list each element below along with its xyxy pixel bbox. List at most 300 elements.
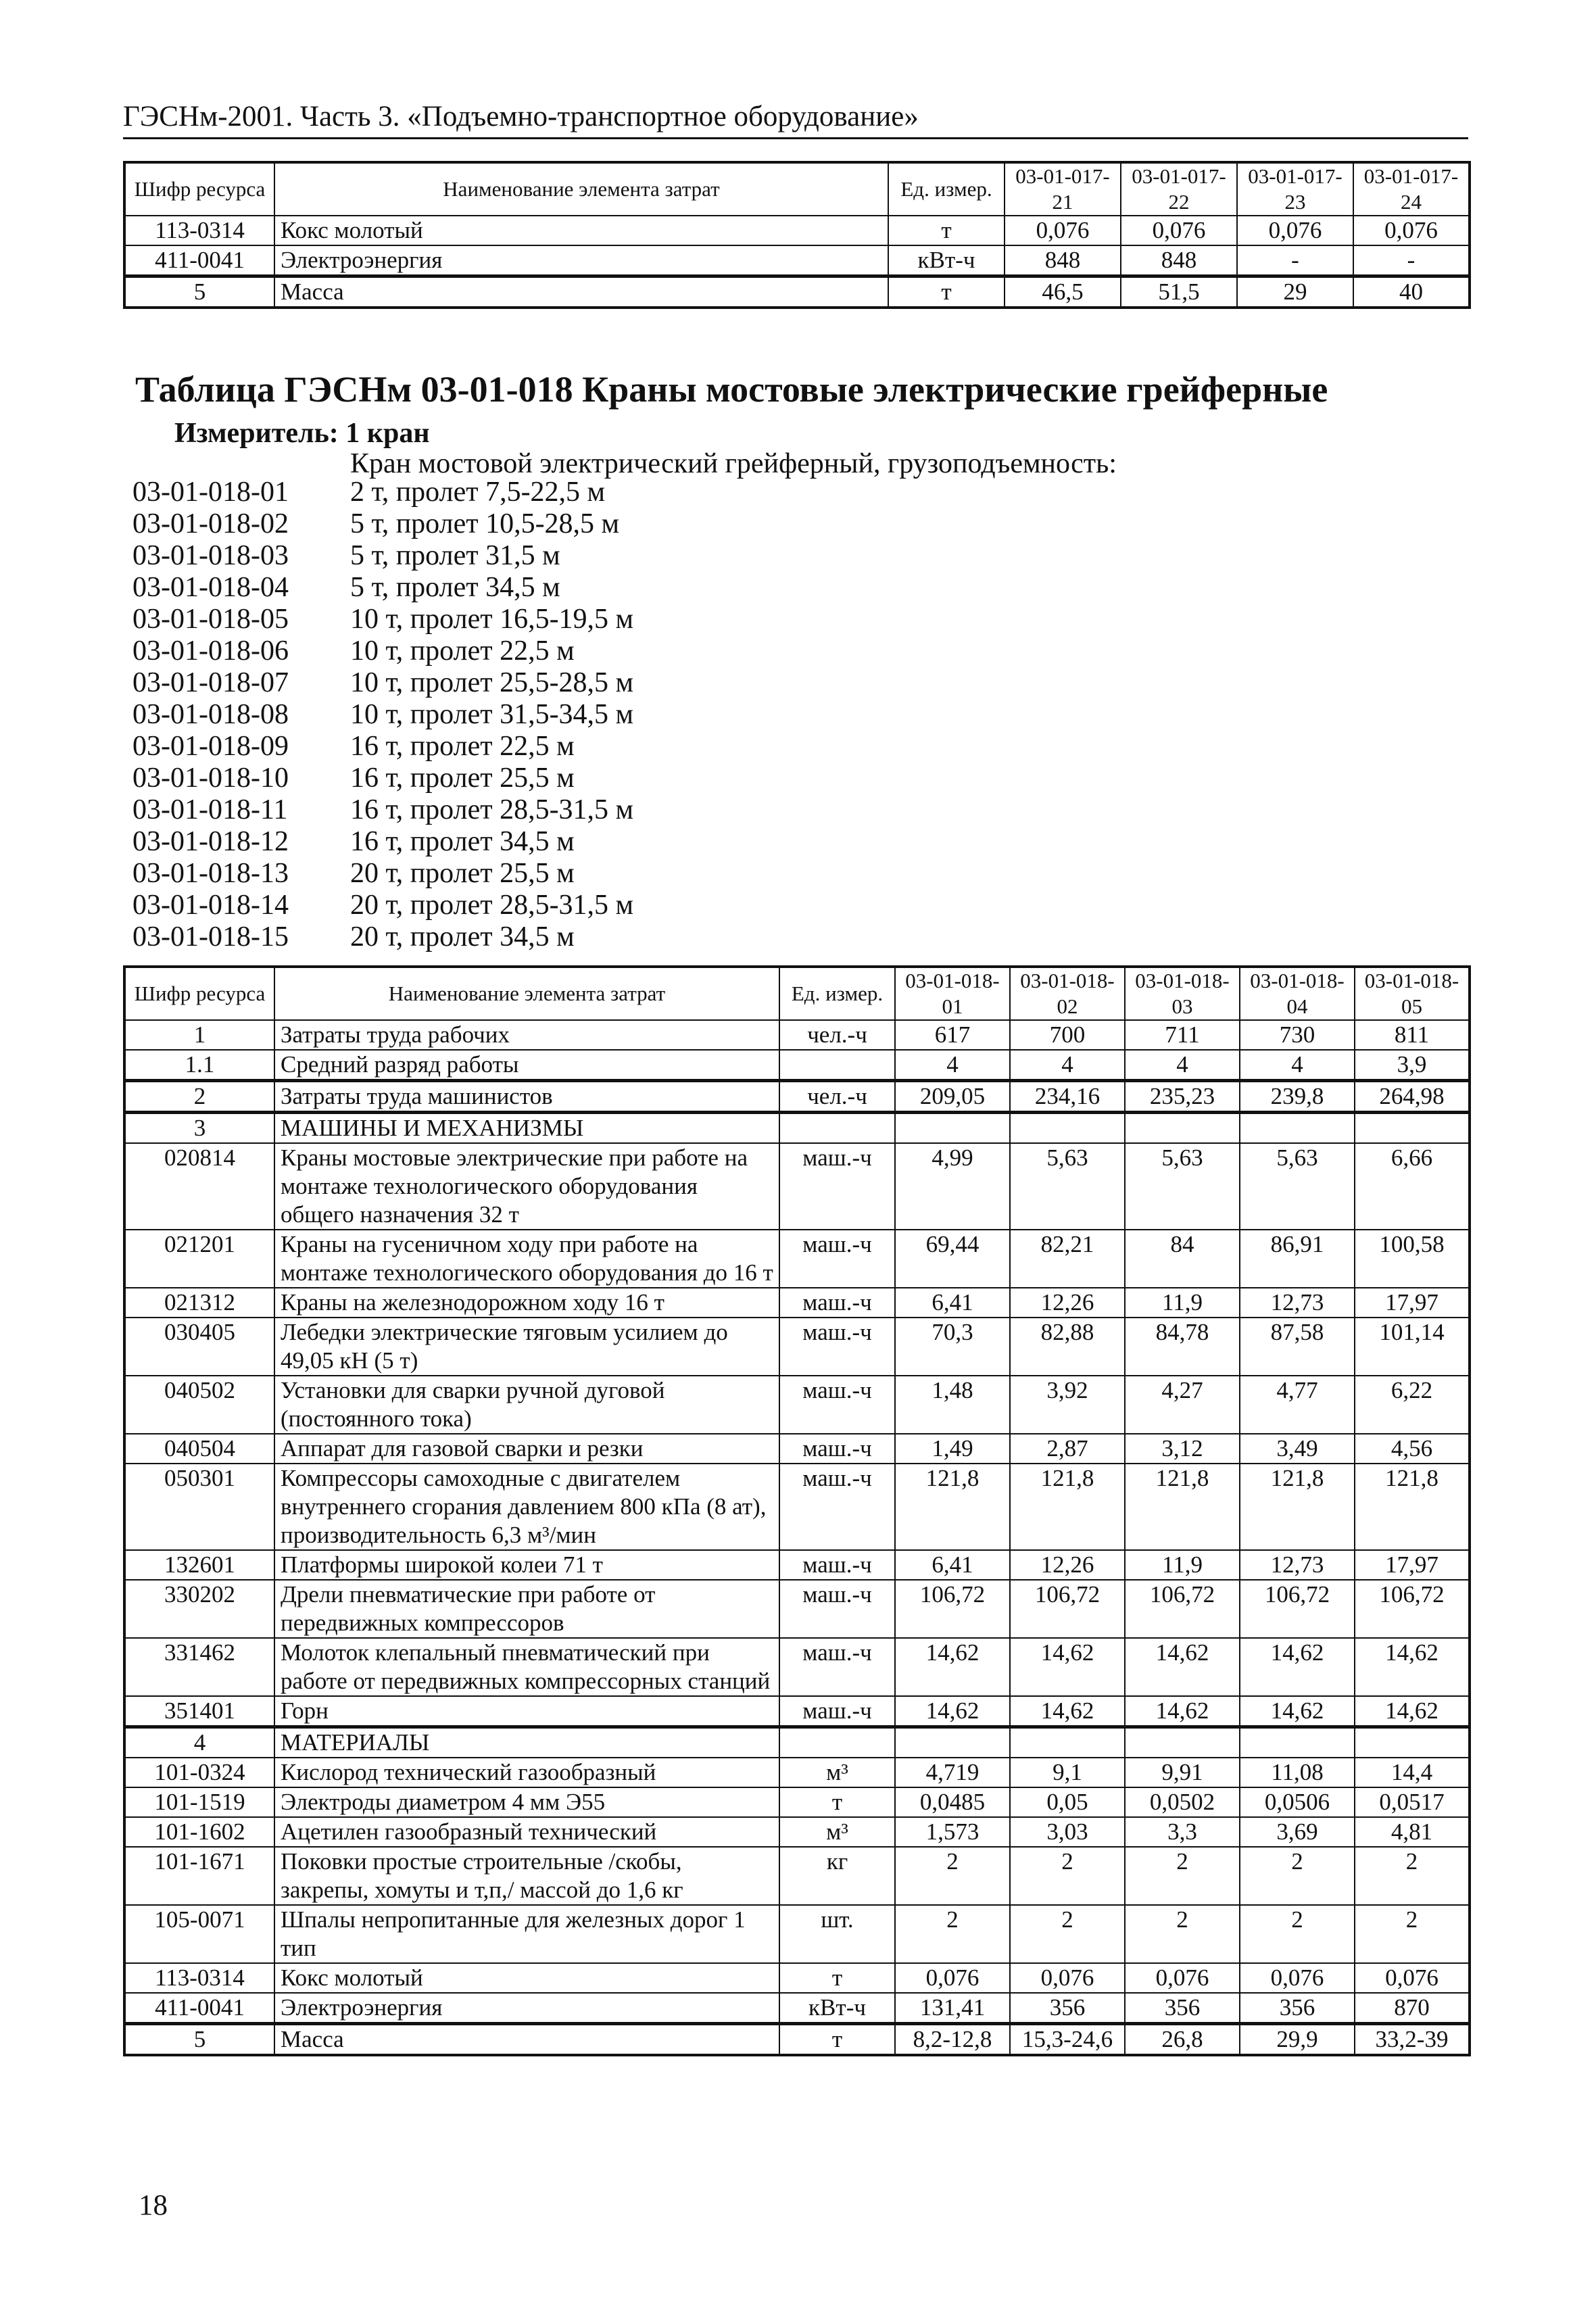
- cost-element-cell: Кокс молотый: [274, 216, 888, 245]
- norm-description: 5 т, пролет 34,5 м: [350, 572, 560, 603]
- value-cell: 811: [1355, 1020, 1470, 1050]
- unit-cell: т: [779, 1787, 895, 1817]
- column-header: 03-01-017-24: [1353, 162, 1470, 216]
- norm-code: 03-01-018-14: [132, 890, 289, 921]
- value-cell: 12,73: [1240, 1288, 1355, 1318]
- value-cell: 0,076: [1010, 1963, 1125, 1993]
- code-list-item: [132, 858, 633, 890]
- value-cell: 5,63: [1125, 1143, 1240, 1230]
- cost-element-cell: МАТЕРИАЛЫ: [274, 1727, 779, 1758]
- unit-cell: т: [779, 2024, 895, 2056]
- value-cell: 0,0506: [1240, 1787, 1355, 1817]
- table-row: [124, 276, 1470, 308]
- value-cell: [895, 1727, 1010, 1758]
- resource-code-cell: 351401: [124, 1696, 274, 1727]
- value-cell: 356: [1010, 1993, 1125, 2024]
- table-row: [124, 1993, 1470, 2024]
- value-cell: 2,87: [1010, 1434, 1125, 1464]
- resource-code-cell: 132601: [124, 1550, 274, 1580]
- cost-element-cell: МАШИНЫ И МЕХАНИЗМЫ: [274, 1113, 779, 1144]
- table-title: Таблица ГЭСНм 03-01-018 Краны мостовые электрические грейферные: [135, 369, 1328, 410]
- norm-code: 03-01-018-02: [132, 508, 289, 539]
- cost-element-cell: Кислород технический газообразный: [274, 1758, 779, 1787]
- value-cell: 14,62: [1010, 1696, 1125, 1727]
- norm-description: 5 т, пролет 31,5 м: [350, 540, 560, 571]
- value-cell: 356: [1240, 1993, 1355, 2024]
- cost-element-cell: Горн: [274, 1696, 779, 1727]
- value-cell: 26,8: [1125, 2024, 1240, 2056]
- norm-description: 2 т, пролет 7,5-22,5 м: [350, 477, 606, 508]
- value-cell: 69,44: [895, 1230, 1010, 1288]
- value-cell: 4: [1240, 1050, 1355, 1081]
- table-row: [124, 1638, 1470, 1696]
- value-cell: [1240, 1727, 1355, 1758]
- table-row: [124, 1727, 1470, 1758]
- value-cell: [1355, 1113, 1470, 1144]
- value-cell: 4,719: [895, 1758, 1010, 1787]
- column-header: Наименование элемента затрат: [274, 162, 888, 216]
- value-cell: 106,72: [1125, 1580, 1240, 1638]
- norm-description: 16 т, пролет 22,5 м: [350, 731, 575, 762]
- value-cell: 121,8: [1355, 1464, 1470, 1550]
- value-cell: 121,8: [1010, 1464, 1125, 1550]
- resource-code-cell: 113-0314: [124, 1963, 274, 1993]
- code-list-item: [132, 477, 633, 508]
- value-cell: 106,72: [895, 1580, 1010, 1638]
- value-cell: 86,91: [1240, 1230, 1355, 1288]
- value-cell: 3,69: [1240, 1817, 1355, 1847]
- code-list-item: [132, 699, 633, 731]
- cost-element-cell: Молоток клепальный пневматический при работе от передвижных компрессорных станций: [274, 1638, 779, 1696]
- norm-code: 03-01-018-13: [132, 858, 289, 889]
- table-row: [124, 1963, 1470, 1993]
- resource-code-cell: 4: [124, 1727, 274, 1758]
- table-row: [124, 1050, 1470, 1081]
- value-cell: 3,3: [1125, 1817, 1240, 1847]
- value-cell: 2: [1010, 1847, 1125, 1905]
- value-cell: 14,62: [1010, 1638, 1125, 1696]
- norm-description: 5 т, пролет 10,5-28,5 м: [350, 508, 620, 539]
- unit-cell: маш.-ч: [779, 1550, 895, 1580]
- cost-element-cell: Затраты труда рабочих: [274, 1020, 779, 1050]
- column-header: 03-01-018-05: [1355, 967, 1470, 1020]
- unit-cell: [779, 1113, 895, 1144]
- value-cell: 3,12: [1125, 1434, 1240, 1464]
- table-row: [124, 1143, 1470, 1230]
- resource-code-cell: 411-0041: [124, 245, 274, 276]
- table-1803: [123, 965, 1471, 2056]
- resource-code-cell: 331462: [124, 1638, 274, 1696]
- value-cell: 121,8: [1125, 1464, 1240, 1550]
- value-cell: 4: [895, 1050, 1010, 1081]
- value-cell: 5,63: [1240, 1143, 1355, 1230]
- norm-description: 10 т, пролет 31,5-34,5 м: [350, 699, 634, 730]
- value-cell: 12,73: [1240, 1550, 1355, 1580]
- value-cell: [1010, 1727, 1125, 1758]
- cost-element-cell: Электроэнергия: [274, 1993, 779, 2024]
- table-row: [124, 1696, 1470, 1727]
- code-list-item: [132, 921, 633, 953]
- cost-element-cell: Электроды диаметром 4 мм Э55: [274, 1787, 779, 1817]
- norm-description: 16 т, пролет 28,5-31,5 м: [350, 794, 634, 825]
- column-header: 03-01-018-03: [1125, 967, 1240, 1020]
- value-cell: 14,62: [1240, 1638, 1355, 1696]
- resource-code-cell: 020814: [124, 1143, 274, 1230]
- table-row: [124, 1817, 1470, 1847]
- column-header: 03-01-017-21: [1005, 162, 1121, 216]
- value-cell: 4,56: [1355, 1434, 1470, 1464]
- table-1703: [123, 161, 1471, 309]
- unit-cell: м³: [779, 1758, 895, 1787]
- resource-code-cell: 021312: [124, 1288, 274, 1318]
- norm-description: 10 т, пролет 22,5 м: [350, 635, 575, 667]
- value-cell: 0,0517: [1355, 1787, 1470, 1817]
- cost-element-cell: Затраты труда машинистов: [274, 1081, 779, 1113]
- value-cell: 14,62: [1125, 1638, 1240, 1696]
- cost-element-cell: Поковки простые строительные /скобы, закрепы, хомуты и т,п,/ массой до 1,6 кг: [274, 1847, 779, 1905]
- column-header: 03-01-018-04: [1240, 967, 1355, 1020]
- value-cell: 17,97: [1355, 1288, 1470, 1318]
- value-cell: 106,72: [1240, 1580, 1355, 1638]
- column-header: Шифр ресурса: [124, 967, 274, 1020]
- table-row: [124, 1081, 1470, 1113]
- value-cell: 0,076: [1121, 216, 1237, 245]
- value-cell: 0,076: [1353, 216, 1470, 245]
- resource-code-cell: 101-0324: [124, 1758, 274, 1787]
- resource-code-cell: 050301: [124, 1464, 274, 1550]
- value-cell: 0,076: [1355, 1963, 1470, 1993]
- value-cell: 8,2-12,8: [895, 2024, 1010, 2056]
- value-cell: 0,076: [895, 1963, 1010, 1993]
- value-cell: 0,0485: [895, 1787, 1010, 1817]
- resource-code-cell: 101-1519: [124, 1787, 274, 1817]
- value-cell: 121,8: [1240, 1464, 1355, 1550]
- value-cell: 3,9: [1355, 1050, 1470, 1081]
- value-cell: 0,076: [1125, 1963, 1240, 1993]
- norm-description: 20 т, пролет 34,5 м: [350, 921, 575, 952]
- value-cell: 235,23: [1125, 1081, 1240, 1113]
- value-cell: 3,03: [1010, 1817, 1125, 1847]
- value-cell: 29: [1237, 276, 1353, 308]
- value-cell: 2: [1355, 1905, 1470, 1963]
- norm-description: 20 т, пролет 28,5-31,5 м: [350, 890, 634, 921]
- resource-code-cell: 040502: [124, 1376, 274, 1434]
- norm-code: 03-01-018-15: [132, 921, 289, 952]
- value-cell: 6,41: [895, 1550, 1010, 1580]
- unit-cell: шт.: [779, 1905, 895, 1963]
- value-cell: 6,66: [1355, 1143, 1470, 1230]
- norm-code: 03-01-018-06: [132, 635, 289, 667]
- value-cell: 617: [895, 1020, 1010, 1050]
- table-row: [124, 1787, 1470, 1817]
- unit-cell: маш.-ч: [779, 1230, 895, 1288]
- cost-element-cell: Лебедки электрические тяговым усилием до 49,05 кН (5 т): [274, 1318, 779, 1376]
- value-cell: 15,3-24,6: [1010, 2024, 1125, 2056]
- crane-intro: Кран мостовой электрический грейферный, грузоподъемность:: [350, 448, 1117, 479]
- value-cell: 14,4: [1355, 1758, 1470, 1787]
- value-cell: 848: [1121, 245, 1237, 276]
- column-header: 03-01-017-23: [1237, 162, 1353, 216]
- value-cell: 4,99: [895, 1143, 1010, 1230]
- norm-code: 03-01-018-01: [132, 477, 289, 508]
- table-row: [124, 1580, 1470, 1638]
- column-header: 03-01-018-01: [895, 967, 1010, 1020]
- value-cell: [1240, 1113, 1355, 1144]
- code-list-item: [132, 604, 633, 635]
- value-cell: 14,62: [1125, 1696, 1240, 1727]
- table-row: [124, 1376, 1470, 1434]
- value-cell: 106,72: [1010, 1580, 1125, 1638]
- resource-code-cell: 2: [124, 1081, 274, 1113]
- value-cell: 711: [1125, 1020, 1240, 1050]
- unit-cell: т: [779, 1963, 895, 1993]
- value-cell: 2: [895, 1905, 1010, 1963]
- resource-code-cell: 030405: [124, 1318, 274, 1376]
- unit-cell: маш.-ч: [779, 1638, 895, 1696]
- cost-element-cell: Платформы широкой колеи 71 т: [274, 1550, 779, 1580]
- value-cell: 2: [1010, 1905, 1125, 1963]
- value-cell: 51,5: [1121, 276, 1237, 308]
- value-cell: 1,48: [895, 1376, 1010, 1434]
- value-cell: 14,62: [1355, 1696, 1470, 1727]
- value-cell: 106,72: [1355, 1580, 1470, 1638]
- page-header: ГЭСНм-2001. Часть 3. «Подъемно-транспортное оборудование»: [123, 100, 1468, 139]
- code-list-item: [132, 826, 633, 858]
- cost-element-cell: Дрели пневматические при работе от передвижных компрессоров: [274, 1580, 779, 1638]
- value-cell: [1125, 1113, 1240, 1144]
- value-cell: 87,58: [1240, 1318, 1355, 1376]
- norm-code: 03-01-018-09: [132, 731, 289, 762]
- cost-element-cell: Масса: [274, 276, 888, 308]
- cost-element-cell: Ацетилен газообразный технический: [274, 1817, 779, 1847]
- unit-cell: маш.-ч: [779, 1318, 895, 1376]
- code-list-item: [132, 731, 633, 763]
- value-cell: 12,26: [1010, 1288, 1125, 1318]
- unit-cell: кВт-ч: [888, 245, 1005, 276]
- unit-cell: [779, 1050, 895, 1081]
- resource-code-cell: 3: [124, 1113, 274, 1144]
- resource-code-cell: 5: [124, 2024, 274, 2056]
- value-cell: 239,8: [1240, 1081, 1355, 1113]
- column-header: 03-01-018-02: [1010, 967, 1125, 1020]
- value-cell: 5,63: [1010, 1143, 1125, 1230]
- cost-element-cell: Компрессоры самоходные с двигателем внутреннего сгорания давлением 800 кПа (8 ат), производительность 6,3 м³/мин: [274, 1464, 779, 1550]
- value-cell: 82,21: [1010, 1230, 1125, 1288]
- value-cell: 11,9: [1125, 1550, 1240, 1580]
- value-cell: 3,92: [1010, 1376, 1125, 1434]
- norm-code: 03-01-018-03: [132, 540, 289, 571]
- unit-cell: чел.-ч: [779, 1081, 895, 1113]
- unit-cell: маш.-ч: [779, 1288, 895, 1318]
- value-cell: 100,58: [1355, 1230, 1470, 1288]
- unit-cell: кВт-ч: [779, 1993, 895, 2024]
- value-cell: 17,97: [1355, 1550, 1470, 1580]
- table-row: [124, 1758, 1470, 1787]
- column-header: Наименование элемента затрат: [274, 967, 779, 1020]
- norm-code: 03-01-018-04: [132, 572, 289, 603]
- value-cell: 0,076: [1005, 216, 1121, 245]
- value-cell: 84,78: [1125, 1318, 1240, 1376]
- code-list-item: [132, 763, 633, 794]
- value-cell: 84: [1125, 1230, 1240, 1288]
- table-row: [124, 1230, 1470, 1288]
- cost-element-cell: Средний разряд работы: [274, 1050, 779, 1081]
- value-cell: -: [1353, 245, 1470, 276]
- unit-cell: кг: [779, 1847, 895, 1905]
- norm-code: 03-01-018-11: [132, 794, 288, 825]
- code-list-item: [132, 890, 633, 921]
- value-cell: 101,14: [1355, 1318, 1470, 1376]
- unit-cell: т: [888, 216, 1005, 245]
- cost-element-cell: Масса: [274, 2024, 779, 2056]
- table-row: [124, 1434, 1470, 1464]
- cost-element-cell: Шпалы непропитанные для железных дорог 1 тип: [274, 1905, 779, 1963]
- value-cell: [895, 1113, 1010, 1144]
- value-cell: 2: [1240, 1905, 1355, 1963]
- code-list-item: [132, 572, 633, 604]
- value-cell: 2: [895, 1847, 1010, 1905]
- value-cell: 700: [1010, 1020, 1125, 1050]
- value-cell: -: [1237, 245, 1353, 276]
- value-cell: 46,5: [1005, 276, 1121, 308]
- norm-description: 10 т, пролет 16,5-19,5 м: [350, 604, 634, 635]
- cost-element-cell: Кокс молотый: [274, 1963, 779, 1993]
- table-row: [124, 1113, 1470, 1144]
- table-row: [124, 245, 1470, 276]
- resource-code-cell: 040504: [124, 1434, 274, 1464]
- unit-cell: [779, 1727, 895, 1758]
- value-cell: 0,076: [1240, 1963, 1355, 1993]
- norm-code: 03-01-018-05: [132, 604, 289, 635]
- resource-code-cell: 1: [124, 1020, 274, 1050]
- table-row: [124, 1464, 1470, 1550]
- value-cell: 4,81: [1355, 1817, 1470, 1847]
- unit-cell: маш.-ч: [779, 1143, 895, 1230]
- value-cell: 11,9: [1125, 1288, 1240, 1318]
- value-cell: 14,62: [1355, 1638, 1470, 1696]
- unit-cell: м³: [779, 1817, 895, 1847]
- unit-cell: чел.-ч: [779, 1020, 895, 1050]
- value-cell: 40: [1353, 276, 1470, 308]
- column-header: 03-01-017-22: [1121, 162, 1237, 216]
- value-cell: 2: [1125, 1905, 1240, 1963]
- value-cell: 70,3: [895, 1318, 1010, 1376]
- column-header: Ед. измер.: [779, 967, 895, 1020]
- norm-description: 20 т, пролет 25,5 м: [350, 858, 575, 889]
- value-cell: 4: [1010, 1050, 1125, 1081]
- value-cell: 6,41: [895, 1288, 1010, 1318]
- unit-cell: маш.-ч: [779, 1696, 895, 1727]
- value-cell: 730: [1240, 1020, 1355, 1050]
- table-row: [124, 1905, 1470, 1963]
- table-row: [124, 1020, 1470, 1050]
- code-list-item: [132, 794, 633, 826]
- cost-element-cell: Краны на гусеничном ходу при работе на монтаже технологического оборудования до 16 т: [274, 1230, 779, 1288]
- code-list-item: [132, 540, 633, 572]
- code-list: [132, 477, 633, 953]
- cost-element-cell: Электроэнергия: [274, 245, 888, 276]
- resource-code-cell: 113-0314: [124, 216, 274, 245]
- resource-code-cell: 411-0041: [124, 1993, 274, 2024]
- norm-code: 03-01-018-08: [132, 699, 289, 730]
- value-cell: 14,62: [895, 1638, 1010, 1696]
- value-cell: 12,26: [1010, 1550, 1125, 1580]
- value-cell: 2: [1240, 1847, 1355, 1905]
- value-cell: 4: [1125, 1050, 1240, 1081]
- meter-label: Измеритель: 1 кран: [174, 418, 430, 449]
- value-cell: 6,22: [1355, 1376, 1470, 1434]
- unit-cell: маш.-ч: [779, 1434, 895, 1464]
- norm-code: 03-01-018-10: [132, 763, 289, 794]
- value-cell: 9,1: [1010, 1758, 1125, 1787]
- value-cell: 3,49: [1240, 1434, 1355, 1464]
- value-cell: 0,076: [1237, 216, 1353, 245]
- value-cell: 0,05: [1010, 1787, 1125, 1817]
- resource-code-cell: 101-1671: [124, 1847, 274, 1905]
- value-cell: 2: [1355, 1847, 1470, 1905]
- value-cell: 264,98: [1355, 1081, 1470, 1113]
- table-row: [124, 1288, 1470, 1318]
- table-row: [124, 2024, 1470, 2056]
- value-cell: 0,0502: [1125, 1787, 1240, 1817]
- value-cell: 356: [1125, 1993, 1240, 2024]
- table-row: [124, 216, 1470, 245]
- cost-element-cell: Аппарат для газовой сварки и резки: [274, 1434, 779, 1464]
- value-cell: 234,16: [1010, 1081, 1125, 1113]
- norm-description: 16 т, пролет 34,5 м: [350, 826, 575, 857]
- value-cell: 870: [1355, 1993, 1470, 2024]
- table-row: [124, 1847, 1470, 1905]
- code-list-item: [132, 635, 633, 667]
- resource-code-cell: 330202: [124, 1580, 274, 1638]
- value-cell: [1125, 1727, 1240, 1758]
- value-cell: 9,91: [1125, 1758, 1240, 1787]
- value-cell: 209,05: [895, 1081, 1010, 1113]
- value-cell: 121,8: [895, 1464, 1010, 1550]
- value-cell: 848: [1005, 245, 1121, 276]
- value-cell: 11,08: [1240, 1758, 1355, 1787]
- code-list-item: [132, 667, 633, 699]
- value-cell: 14,62: [1240, 1696, 1355, 1727]
- value-cell: 1,49: [895, 1434, 1010, 1464]
- norm-description: 10 т, пролет 25,5-28,5 м: [350, 667, 634, 698]
- resource-code-cell: 021201: [124, 1230, 274, 1288]
- cost-element-cell: Краны мостовые электрические при работе на монтаже технологического оборудования общего назначения 32 т: [274, 1143, 779, 1230]
- value-cell: 2: [1125, 1847, 1240, 1905]
- resource-code-cell: 105-0071: [124, 1905, 274, 1963]
- unit-cell: маш.-ч: [779, 1376, 895, 1434]
- value-cell: [1010, 1113, 1125, 1144]
- value-cell: 29,9: [1240, 2024, 1355, 2056]
- column-header: Шифр ресурса: [124, 162, 274, 216]
- cost-element-cell: Установки для сварки ручной дуговой (постоянного тока): [274, 1376, 779, 1434]
- norm-code: 03-01-018-07: [132, 667, 289, 698]
- table-row: [124, 1550, 1470, 1580]
- resource-code-cell: 5: [124, 276, 274, 308]
- value-cell: 33,2-39: [1355, 2024, 1470, 2056]
- resource-code-cell: 101-1602: [124, 1817, 274, 1847]
- code-list-item: [132, 508, 633, 540]
- norm-description: 16 т, пролет 25,5 м: [350, 763, 575, 794]
- cost-element-cell: Краны на железнодорожном ходу 16 т: [274, 1288, 779, 1318]
- value-cell: 1,573: [895, 1817, 1010, 1847]
- value-cell: 131,41: [895, 1993, 1010, 2024]
- value-cell: 82,88: [1010, 1318, 1125, 1376]
- norm-code: 03-01-018-12: [132, 826, 289, 857]
- unit-cell: маш.-ч: [779, 1580, 895, 1638]
- unit-cell: маш.-ч: [779, 1464, 895, 1550]
- page-number: 18: [139, 2190, 168, 2221]
